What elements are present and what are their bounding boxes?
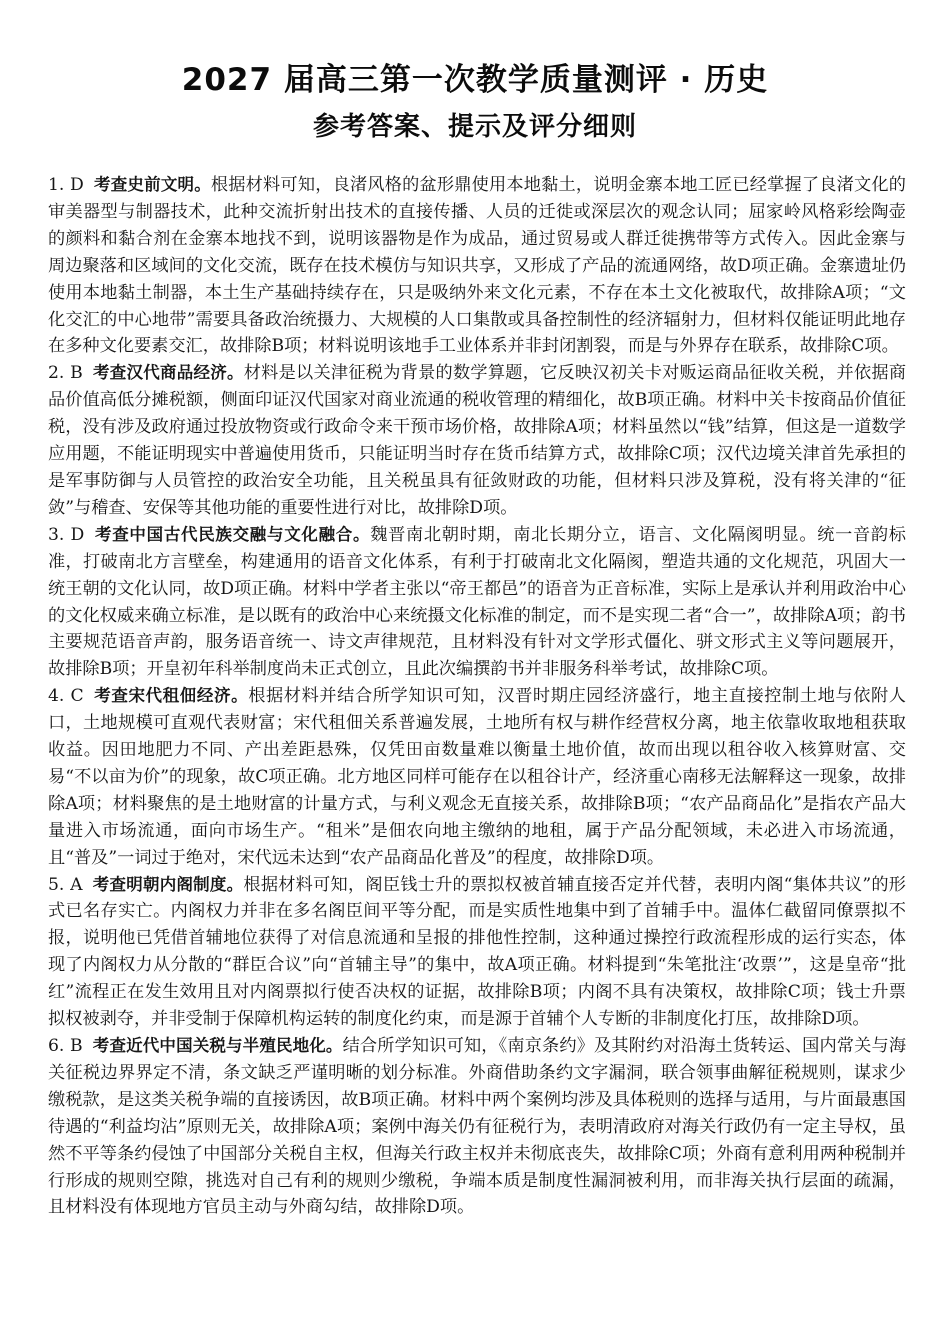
answer-number: 1. D — [48, 175, 84, 195]
answer-item-4 — [48, 683, 906, 871]
answer-explanation: 结合所学知识可知，《南京条约》及其附约对沿海土货转运、国内常关与海关征税边界界定不清，条文缺乏严谨明晰的划分标准。外商借助条约文字漏洞，联合领事曲解征税规则，谋求少缴税款，是这类关税争端的直接诱因，故B项正确。材料中两个案例均涉及具体税则的选择与适用，与片面最惠国待遇的“利益均沾”原则无关，故排除A项；案例中海关仍有征税行为，表明清政府对海关行政仍有一定主导权，虽然不平等条约侵蚀了中国部分关税自主权，但海关行政主权并未彻底丧失，故排除C项；外商有意利用两种税制并行形成的规则空隙，挑选对自己有利的规则少缴税，争端本质是制度性漏洞被利用，而非海关执行层面的疏漏，且材料没有体现地方官员主动与外商勾结，故排除D项。 — [48, 1036, 907, 1218]
answer-topic: 考查中国古代民族交融与文化融合。 — [94, 524, 371, 544]
answer-number: 3. D — [48, 524, 85, 545]
answer-topic: 考查宋代租佃经济。 — [93, 686, 249, 706]
answer-number: 2. B — [48, 363, 83, 384]
answer-explanation: 材料是以关津征税为背景的数学算题，它反映汉初关卡对贩运商品征收关税，并依据商品价值高低分摊税额，侧面印证汉代国家对商业流通的税收管理的精细化，故B项正确。材料中关卡按商品价值征税，没有涉及政府通过投放物资或行政命令来干预市场价格，故排除A项；材料虽然以“钱”结算，但这是一道数学应用题，不能证明现实中普遍使用货币，只能证明当时存在货币结算方式，故排除C项；汉代边境关津首先承担的是军事防御与人员管控的政治安全功能，且关税虽具有征敛财政的功能，但材料只涉及算税，没有将关津的“征敛”与稽查、安保等其他功能的重要性进行对比，故排除D项。 — [48, 363, 907, 518]
answer-explanation: 魏晋南北朝时期，南北长期分立，语言、文化隔阂明显。统一音韵标准，打破南北方言壁垒，构建通用的语音文化体系，有利于打破南北文化隔阂，塑造共通的文化规范，巩固大一统王朝的文化认同，故D项正确。材料中学者主张以“帝王都邑”的语音为正音标准，实际上是承认并利用政治中心的文化权威来确立标准，是以既有的政治中心来统摄文化标准的制定，而不是实现二者“合一”，故排除A项；韵书主要规范语音声韵，服务语音统一、诗文声律规范，且材料没有针对文学形式僵化、骈文形式主义等问题展开，故排除B项；开皇初年科举制度尚未正式创立，且此次编撰韵书并非服务科举考试，故排除C项。 — [48, 524, 906, 680]
answer-item-1 — [48, 172, 906, 360]
answer-topic: 考查汉代商品经济。 — [92, 363, 244, 383]
answer-item-3 — [48, 522, 906, 683]
answer-number: 4. C — [48, 686, 84, 707]
answer-item-5 — [48, 872, 906, 1033]
answer-topic: 考查史前文明。 — [93, 175, 211, 194]
answer-topic: 考查明朝内阁制度。 — [92, 874, 244, 894]
answer-explanation: 根据材料并结合所学知识可知，汉晋时期庄园经济盛行，地主直接控制土地与依附人口，土地规模可直观代表财富；宋代租佃关系普遍发展，土地所有权与耕作经营权分离，地主依靠收取地租获取收益。因田地肥力不同、产出差距悬殊，仅凭田亩数量难以衡量土地价值，故而出现以租谷收入核算财富、交易“不以亩为价”的现象，故C项正确。北方地区同样可能存在以租谷计产，经济重心南移无法解释这一现象，故排除A项；材料聚焦的是土地财富的计量方式，与利义观念无直接关系，故排除B项；“农产品商品化”是指农产品大量进入市场流通，面向市场生产。“租米”是佃农向地主缴纳的地租，属于产品分配领域，未必进入市场流通，且“普及”一词过于绝对，宋代远未达到“农产品商品化普及”的程度，故排除D项。 — [48, 686, 906, 868]
answer-number: 5. A — [48, 874, 83, 895]
answer-number: 6. B — [48, 1036, 83, 1056]
answer-item-6 — [48, 1033, 906, 1221]
answer-explanation: 根据材料可知，良渚风格的盆形鼎使用本地黏土，说明金寨本地工匠已经掌握了良渚文化的审美器型与制器技术，此种交流折射出技术的直接传播、人员的迁徙或深层次的观念认同；屈家岭风格彩绘陶壶的颜料和黏合剂在金寨本地找不到，说明该器物是作为成品，通过贸易或人群迁徙携带等方式传入。因此金寨与周边聚落和区域间的文化交流，既存在技术模仿与知识共享，又形成了产品的流通网络，故D项正确。金寨遗址仍使用本地黏土制器，本土生产基础持续存在，只是吸纳外来文化元素，不存在本土文化被取代，故排除A项；“文化交汇的中心地带”需要具备政治统摄力、大规模的人口集散或具备控制性的经济辐射力，但材料仅能证明此地存在多种文化要素交汇，故排除B项；材料说明该地手工业体系并非封闭割裂，而是与外界存在联系，故排除C项。 — [48, 175, 906, 357]
page-subtitle: 参考答案、提示及评分细则 — [312, 112, 637, 142]
answer-explanation: 根据材料可知，阁臣钱士升的票拟权被首辅直接否定并代替，表明内阁“集体共议”的形式已名存实亡。内阁权力并非在多名阁臣间平等分配，而是实质性地集中到了首辅手中。温体仁截留同僚票拟不报，说明他已凭借首辅地位获得了对信息流通和呈报的排他性控制，这种通过操控行政流程形成的运行实态，体现了内阁权力从分散的“群臣合议”向“首辅主导”的集中，故A项正确。材料提到“朱笔批注‘改票’”，这是皇帝“批红”流程正在发生效用且对内阁票拟行使否决权的证据，故排除B项；内阁不具有决策权，故排除C项；钱士升票拟权被剥夺，并非受制于保障机构运转的制度化约束，而是源于首辅个人专断的非制度化打压，故排除D项。 — [48, 874, 906, 1030]
page-title: 2027 届高三第一次教学质量测评 · 历史 — [181, 62, 769, 98]
answer-item-2 — [48, 360, 906, 521]
answer-list — [48, 172, 906, 1221]
answer-topic: 考查近代中国关税与半殖民地化。 — [92, 1036, 343, 1055]
